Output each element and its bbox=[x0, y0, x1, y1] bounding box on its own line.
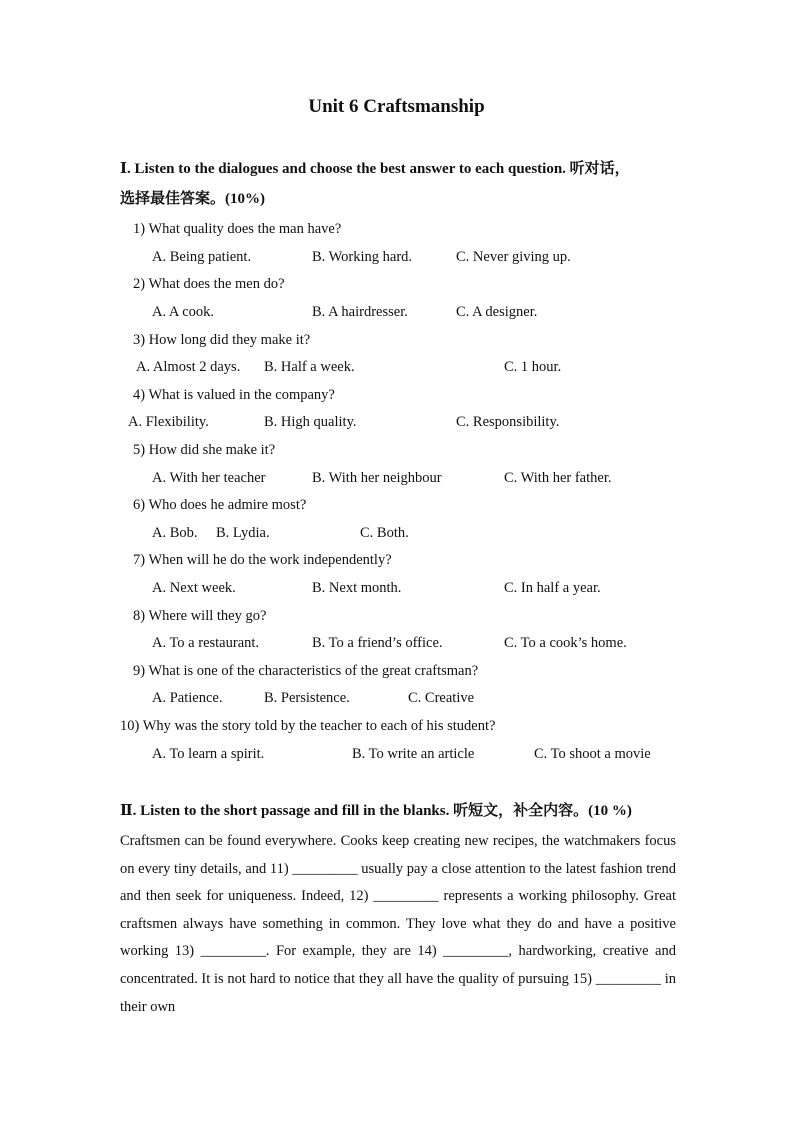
section-2-heading: Ⅱ. Listen to the short passage and fill in the blanks. 听短文，补全内容。(10 %) bbox=[120, 803, 632, 819]
question-2-option-b: B. A hairdresser. bbox=[312, 304, 408, 320]
question-5-option-c: C. With her father. bbox=[504, 470, 612, 486]
question-6: 6) Who does he admire most? bbox=[133, 497, 307, 513]
question-1-option-a: A. Being patient. bbox=[152, 249, 252, 265]
section-1-heading bbox=[120, 154, 680, 214]
question-6-option-a: A. Bob. bbox=[152, 525, 198, 541]
question-7-option-a: A. Next week. bbox=[152, 580, 236, 596]
question-7: 7) When will he do the work independently? bbox=[133, 552, 392, 568]
question-7-option-c: C. In half a year. bbox=[504, 580, 601, 596]
question-6-option-b: B. Lydia. bbox=[216, 525, 270, 541]
question-4-option-b: B. High quality. bbox=[264, 414, 357, 430]
question-8-option-a: A. To a restaurant. bbox=[152, 635, 260, 651]
question-1-option-c: C. Never giving up. bbox=[456, 249, 571, 265]
question-4: 4) What is valued in the company? bbox=[133, 387, 335, 403]
question-10: 10) Why was the story told by the teacher to each of his student? bbox=[120, 718, 496, 734]
question-9-option-a: A. Patience. bbox=[152, 690, 223, 706]
question-8-option-c: C. To a cook’s home. bbox=[504, 635, 627, 651]
question-3-option-a: A. Almost 2 days. bbox=[136, 359, 241, 375]
question-5-option-b: B. With her neighbour bbox=[312, 470, 442, 486]
question-2: 2) What does the men do? bbox=[133, 276, 285, 292]
question-9-option-c: C. Creative bbox=[408, 690, 475, 706]
question-8: 8) Where will they go? bbox=[133, 608, 267, 624]
question-10-option-a: A. To learn a spirit. bbox=[152, 746, 265, 762]
page-title: Unit 6 Craftsmanship bbox=[308, 96, 485, 117]
section-1-heading-line2: 选择最佳答案。(10%) bbox=[120, 191, 265, 207]
question-5-option-a: A. With her teacher bbox=[152, 470, 266, 486]
question-7-option-b: B. Next month. bbox=[312, 580, 402, 596]
question-1-option-b: B. Working hard. bbox=[312, 249, 413, 265]
question-10-option-b: B. To write an article bbox=[352, 746, 475, 762]
section-2-passage: Craftsmen can be found everywhere. Cooks keep creating new recipes, the watchmakers focus on every tiny details, and 11) _________ usually pay a close attention to the latest fashion trend and then seek for uniqueness. Indeed, 12) _________ represents a working philosophy. Great craftsmen always have something in common. They love what they do and have a positive working 13) _________. For example, they are 14) _________, hardworking, creative and concentrated. It is not hard to notice that they all have the quality of pursuing 15) _________ in their own bbox=[120, 833, 676, 1015]
question-9-option-b: B. Persistence. bbox=[264, 690, 350, 706]
question-5: 5) How did she make it? bbox=[133, 442, 276, 458]
question-9: 9) What is one of the characteristics of the great craftsman? bbox=[133, 663, 479, 679]
question-6-option-c: C. Both. bbox=[360, 525, 409, 541]
question-4-option-c: C. Responsibility. bbox=[456, 414, 560, 430]
question-3-option-b: B. Half a week. bbox=[264, 359, 355, 375]
question-8-option-b: B. To a friend’s office. bbox=[312, 635, 443, 651]
question-3-option-c: C. 1 hour. bbox=[504, 359, 562, 375]
section-1-heading-line1: Ⅰ. Listen to the dialogues and choose the best answer to each question. 听对话， bbox=[120, 161, 630, 177]
question-2-option-c: C. A designer. bbox=[456, 304, 538, 320]
question-2-option-a: A. A cook. bbox=[152, 304, 215, 320]
question-1: 1) What quality does the man have? bbox=[133, 221, 342, 237]
question-4-option-a: A. Flexibility. bbox=[128, 414, 209, 430]
question-3: 3) How long did they make it? bbox=[133, 332, 311, 348]
question-10-option-c: C. To shoot a movie bbox=[534, 746, 651, 762]
